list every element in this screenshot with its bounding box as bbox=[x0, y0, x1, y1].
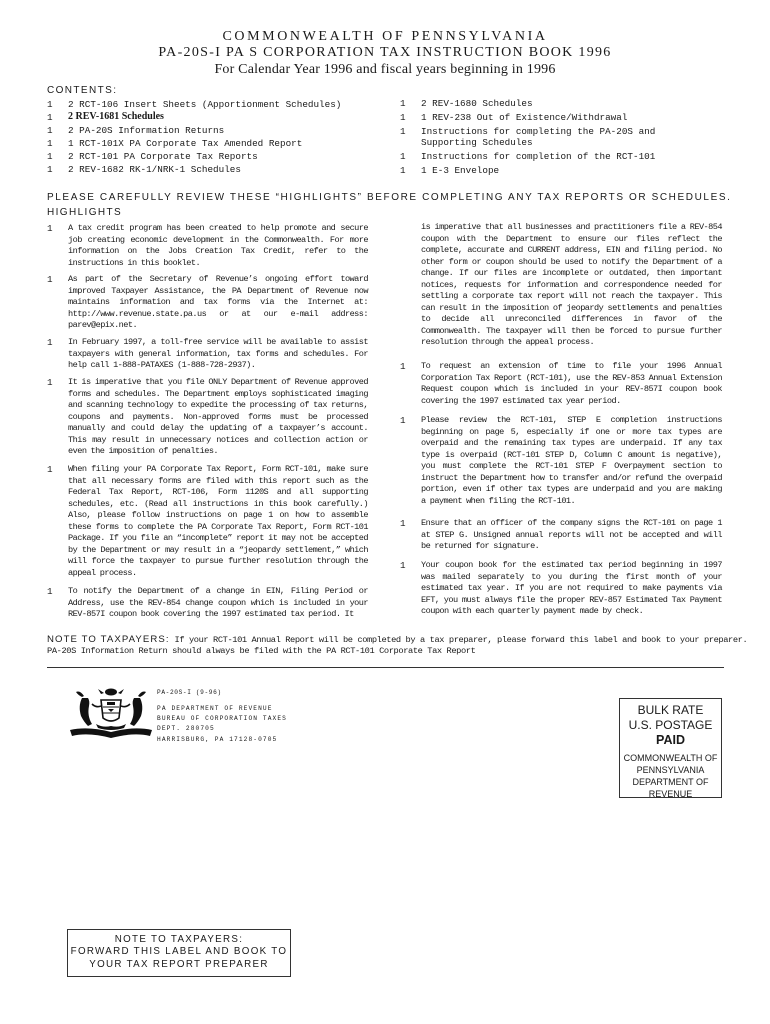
forward-line: NOTE TO TAXPAYERS: bbox=[114, 934, 244, 945]
highlight-paragraph-continued: is imperative that all businesses and practitioners file a REV-854 coupon with the Department to ensure our files reflect the complete, accurate and CURRENT address, EIN and filing period. No other form or coupon should be used to notify the Department of a change. If our files are incomplete or outdated, then important notices, requests for information and correspondence needed for settling a corporate tax report will not reach the taxpayer. This can result in the imposition of jeopardy settlements and penalties to decide all unreconciled differences in favor of the Commonwealth. The taxpayer will then be forced to pursue further resolution through the appeal process. bbox=[421, 222, 722, 347]
address-line: HARRISBURG, PA 17128-0705 bbox=[157, 736, 278, 743]
highlights-label: HIGHLIGHTS bbox=[47, 207, 123, 218]
contents-qty: 1 bbox=[47, 99, 53, 110]
contents-qty: 1 bbox=[400, 98, 406, 109]
highlight-paragraph: As part of the Secretary of Revenue’s ongoing effort toward improved Taxpayer Assistance, the PA Department of Revenue now maintains information and tax forms via the Internet at: http://www.revenue.state.pa.us or at our e-mail address: parev@epix.net. bbox=[68, 274, 368, 330]
bullet-marker: 1 bbox=[400, 560, 406, 571]
divider-line bbox=[47, 667, 724, 668]
bullet-marker: 1 bbox=[47, 586, 53, 597]
bullet-marker: 1 bbox=[400, 361, 406, 372]
filing-note: PA-20S Information Return should always be filed with the PA RCT-101 Corporate Tax Report bbox=[47, 646, 476, 656]
contents-item: Instructions for completing the PA-20S and bbox=[421, 126, 656, 137]
booklet-subtitle: For Calendar Year 1996 and fiscal years beginning in 1996 bbox=[214, 62, 556, 77]
bullet-marker: 1 bbox=[47, 464, 53, 475]
review-instruction: PLEASE CAREFULLY REVIEW THESE “HIGHLIGHTS” BEFORE COMPLETING ANY TAX REPORTS OR SCHEDULES. bbox=[47, 192, 732, 203]
highlight-paragraph: It is imperative that you file ONLY Department of Revenue approved forms and schedules. The Department employs sophisticated imaging and scanning technology to expedite the processing of tax returns, coupons and payments. Non-approved forms must be processed manually and could delay the updating of a taxpayer’s account. This may result in unnecessary notices and collection action or even the imposition of penalties. bbox=[68, 377, 368, 456]
contents-qty: 1 bbox=[47, 138, 53, 149]
highlight-paragraph: To notify the Department of a change in EIN, Filing Period or Address, use the REV-854 change coupon which is included in your REV-857I coupon book covering the 1997 estimated tax period. It bbox=[68, 586, 368, 619]
contents-item: 2 REV-1680 Schedules bbox=[421, 98, 533, 109]
contents-item: Instructions for completion of the RCT-101 bbox=[421, 151, 656, 162]
address-line: DEPT. 280705 bbox=[157, 725, 215, 732]
paid-text: PAID bbox=[656, 733, 685, 747]
contents-qty: 1 bbox=[400, 165, 406, 176]
contents-item: 1 REV-238 Out of Existence/Withdrawal bbox=[421, 112, 628, 123]
highlight-paragraph: In February 1997, a toll-free service will be available to assist taxpayers with general information, tax forms and schedules. For help call 1-888-PATAXES (1-888-728-2937). bbox=[68, 337, 368, 370]
highlight-paragraph: When filing your PA Corporate Tax Report, Form RCT-101, make sure that all necessary forms are filed with this report such as the Federal Tax Report, RCT-106, Form 1120S and all supporting schedules, etc. (Read all instructions in this book carefully.) Also, please follow instructions on page 1 on how to assemble these forms to complete the PA Corporate Tax Report, Form RCT-101 Package. If you file an “incomplete” report it may not be accepted by the Department or may result in a “jeopardy settlement,” which will force the taxpayer to pursue further resolution through the appeal process. bbox=[68, 464, 368, 578]
bulk-rate-text: BULK RATE bbox=[637, 703, 704, 717]
contents-qty: 1 bbox=[400, 126, 406, 137]
contents-qty: 1 bbox=[400, 151, 406, 162]
bullet-marker: 1 bbox=[47, 377, 53, 388]
postage-sender-text: COMMONWEALTH OF PENNSYLVANIA DEPARTMENT OF REVENUE bbox=[623, 753, 718, 799]
forward-line: YOUR TAX REPORT PREPARER bbox=[89, 958, 269, 970]
highlight-paragraph: To request an extension of time to file your 1996 Annual Corporation Tax Report (RCT-101), use the REV-853 Annual Extension Request coupon which is included in your REV-857I coupon book covering the 1997 estimated tax year period. bbox=[421, 361, 722, 406]
bullet-marker: 1 bbox=[47, 223, 53, 234]
bullet-marker: 1 bbox=[400, 415, 406, 426]
contents-item: 2 REV-1682 RK-1/NRK-1 Schedules bbox=[68, 164, 241, 175]
contents-qty: 1 bbox=[47, 125, 53, 136]
contents-qty: 1 bbox=[47, 164, 53, 175]
form-code: PA-20S-I (9-96) bbox=[157, 689, 222, 696]
note-caps-label: NOTE TO TAXPAYERS: bbox=[47, 634, 170, 645]
contents-qty: 1 bbox=[47, 112, 53, 123]
address-line: BUREAU OF CORPORATION TAXES bbox=[157, 715, 287, 722]
highlight-paragraph: Your coupon book for the estimated tax period beginning in 1997 was mailed separately to you during the first month of your estimated tax year. If you are not required to make payments via EFT, you must always file the proper REV-857 Estimated Tax Payment coupon with each quarterly payment made by check. bbox=[421, 560, 722, 616]
contents-item-cont: Supporting Schedules bbox=[421, 137, 533, 148]
commonwealth-seal-icon bbox=[68, 686, 154, 742]
contents-item: 2 RCT-101 PA Corporate Tax Reports bbox=[68, 151, 258, 162]
contents-item: 2 REV-1681 Schedules bbox=[68, 111, 164, 122]
contents-item: 1 RCT-101X PA Corporate Tax Amended Report bbox=[68, 138, 303, 149]
address-line: PA DEPARTMENT OF REVENUE bbox=[157, 705, 273, 712]
bullet-marker: 1 bbox=[47, 274, 53, 285]
contents-item: 2 RCT-106 Insert Sheets (Apportionment Schedules) bbox=[68, 99, 342, 110]
forward-label-box bbox=[67, 929, 291, 977]
highlight-paragraph: Please review the RCT-101, STEP E completion instructions beginning on page 5, especially if one or more tax types are overpaid and the remaining tax types are underpaid. If any tax type is overpaid (RCT-101 STEP D, Column C amount is negative), you must complete the RCT-101 STEP F Overpayment section to instruct the Department how to transfer and/or refund the overpaid portion, even if other tax types are underpaid and you are making a payment when filing the RCT-101. bbox=[421, 415, 722, 506]
contents-item: 2 PA-20S Information Returns bbox=[68, 125, 225, 136]
preparer-note bbox=[47, 634, 747, 647]
contents-label: CONTENTS: bbox=[47, 85, 118, 96]
commonwealth-heading: COMMONWEALTH OF PENNSYLVANIA bbox=[222, 29, 548, 44]
note-text: If your RCT-101 Annual Report will be completed by a tax preparer, please forward this label and book to your preparer. bbox=[169, 635, 748, 645]
bullet-marker: 1 bbox=[47, 337, 53, 348]
booklet-title: PA-20S-I PA S CORPORATION TAX INSTRUCTION BOOK 1996 bbox=[158, 45, 612, 60]
highlight-paragraph: A tax credit program has been created to help promote and secure job creating economic development in the Commonwealth. For more information on the Jobs Creation Tax Credit, refer to the instructions in this booklet. bbox=[68, 223, 368, 268]
highlight-paragraph: Ensure that an officer of the company signs the RCT-101 on page 1 at STEP G. Unsigned annual reports will not be accepted and will be returned for signature. bbox=[421, 518, 722, 551]
postage-indicia bbox=[619, 698, 722, 798]
bullet-marker: 1 bbox=[400, 518, 406, 529]
contents-qty: 1 bbox=[47, 151, 53, 162]
contents-item: 1 E-3 Envelope bbox=[421, 165, 500, 176]
forward-line: FORWARD THIS LABEL AND BOOK TO bbox=[70, 946, 288, 958]
contents-qty: 1 bbox=[400, 112, 406, 123]
us-postage-text: U.S. POSTAGE bbox=[628, 718, 713, 732]
